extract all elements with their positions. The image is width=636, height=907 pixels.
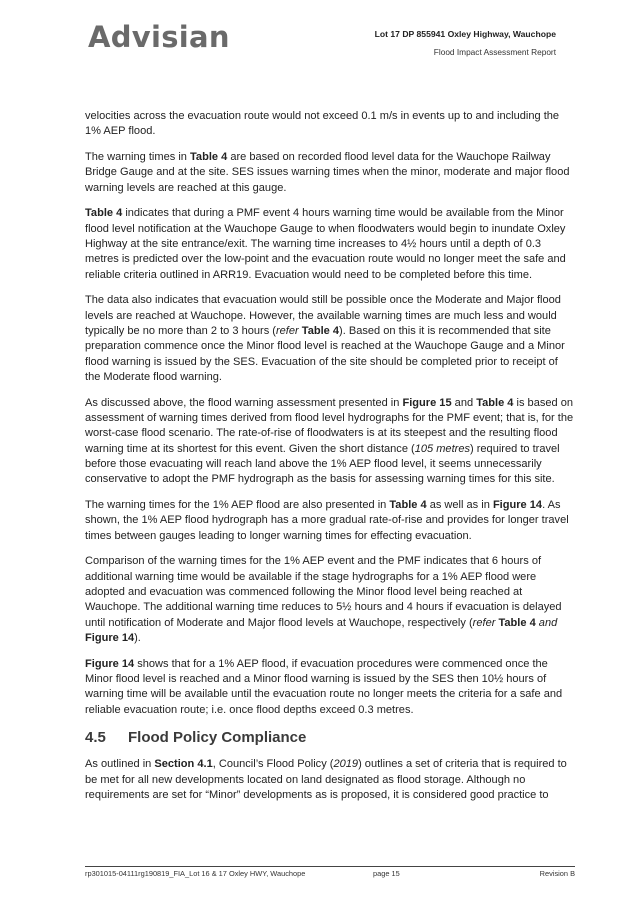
bold-reference: Table 4 — [476, 396, 514, 409]
italic-text: refer — [275, 325, 299, 338]
text-run: velocities across the evacuation route would not exceed 0.1 m/s in events up to and including the 1% AEP flood. — [85, 110, 560, 138]
section-heading — [85, 728, 575, 748]
bold-reference: Table 4 — [85, 207, 123, 220]
text-run: and — [451, 396, 477, 409]
paragraph-assessment-basis — [85, 396, 575, 488]
text-run: shows that for a 1% AEP flood, if evacuation procedures were commenced once the Minor flood level is reached and a Minor flood warning is issued by the SES then 10½ hours of warning time will be available until the evacuation route no longer meets the criteria for a safe and reliable evacuation route; i.e. once flood depths exceed 0.3 metres. — [85, 657, 563, 716]
page-body — [85, 109, 575, 814]
page-footer — [85, 866, 575, 881]
bold-reference: Section 4.1 — [154, 758, 213, 771]
footer-doc-ref: rp301015-04111rg190819_FIA_Lot 16 & 17 Oxley HWY, Wauchope — [85, 869, 306, 878]
paragraph-warning-times — [85, 150, 575, 196]
text-run: The warning times for the 1% AEP flood are also presented in — [85, 499, 390, 512]
paragraph-figure-14 — [85, 657, 575, 718]
footer-page-number: page 15 — [373, 869, 400, 878]
paragraph-comparison — [85, 554, 575, 646]
text-run: as well as in — [426, 499, 493, 512]
text-run: indicates that during a PMF event 4 hours warning time would be available from the Minor flood level notification at the Wauchope Gauge to when floodwaters would begin to inundate Oxley Highway at the site entrance/exit. The warning time increases to 4½ hours until a depth of 0.3 metres is predicted over the low-point and the evacuation route would no longer meet the safe and reliable criteria outlined in ARR19. Evacuation would need to be completed before this time. — [85, 207, 566, 281]
text-run: . As shown, the 1% AEP flood hydrograph has a more gradual rate-of-rise and provides for longer travel times between gauges leading to longer warning times for effecting evacuation. — [85, 499, 569, 542]
paragraph-pmf-event — [85, 206, 575, 282]
italic-text: and — [538, 616, 558, 629]
text-run: The warning times in — [85, 151, 190, 164]
bold-reference: Figure 14 — [85, 631, 135, 644]
bold-reference: Table 4 — [190, 151, 228, 164]
text-run: As discussed above, the flood warning assessment presented in — [85, 396, 403, 409]
advisian-logo: Advisian — [88, 20, 230, 54]
text-run: Comparison of the warning times for the 1% AEP event and the PMF indicates that 6 hours of additional warning time would be available if the stage hydrographs for a 1% AEP flood were adopted and evacuation was commenced following the Minor flood level being reached at Wauchope. The additional warning time reduces to 5½ hours and 4 hours if evacuation is delayed until notification of Moderate and Major flood levels at Wauchope, respectively ( — [85, 555, 562, 629]
text-run: As outlined in — [85, 758, 155, 771]
text-run: ) outlines a set of criteria that is required to be met for all new developments located on land designated as flood storage. Although no requirements are set for “Minor” developments as is proposed, it is considered good practice to — [85, 758, 567, 801]
report-header-subtitle: Flood Impact Assessment Report — [433, 47, 556, 57]
section-number: 4.5 — [85, 729, 106, 747]
bold-reference: Figure 14 — [85, 657, 135, 670]
text-run: is based on assessment of warning times derived from flood level hydrographs for the PMF event; that is, for the worst-case flood scenario. The rate-of-rise of floodwaters is at its steepest and the resulting flood warning time at its shortest for this event. Given the short distance ( — [85, 396, 574, 455]
text-run: , Council’s Flood Policy ( — [212, 758, 334, 771]
bold-reference: Table 4 — [389, 499, 427, 512]
bold-reference: Figure 15 — [402, 396, 452, 409]
section-title: Flood Policy Compliance — [128, 729, 307, 747]
paragraph-flood-policy — [85, 757, 575, 803]
bold-reference: Table 4 — [301, 325, 340, 338]
bold-reference: Table 4 — [498, 616, 536, 629]
paragraph-moderate-major — [85, 293, 575, 385]
paragraph-1pct-aep — [85, 498, 575, 544]
italic-text: refer — [472, 616, 496, 629]
text-run: are based on recorded flood level data for the Wauchope Railway Bridge Gauge and at the site. SES issues warning times when the minor, moderate and major flood warning levels are reached at this gauge. — [85, 151, 570, 194]
text-run: ). — [134, 631, 141, 644]
text-run: ) required to travel before those evacuating will reach land above the 1% AEP flood level, it seems unnecessarily conservative to adopt the PMF hydrograph as the basis for assessing warning times for this site. — [85, 442, 560, 486]
paragraph-velocities — [85, 109, 575, 140]
bold-reference: Figure 14 — [492, 499, 543, 512]
text-run: ). Based on this it is recommended that site preparation commence once the Minor flood level is reached at the Wauchope Gauge and a Minor flood warning is issued by the SES. Evacuation of the site should be completed prior to receipt of the Moderate flood warning. — [85, 325, 565, 383]
text-run: The data also indicates that evacuation would still be possible once the Moderate and Major flood levels are reached at Wauchope. However, the available warning times are much less and would typically be no more than 2 to 3 hours ( — [85, 294, 561, 338]
italic-text: 105 metres — [414, 442, 470, 455]
report-header-title: Lot 17 DP 855941 Oxley Highway, Wauchope — [374, 29, 556, 39]
italic-text: 2019 — [333, 758, 359, 771]
footer-revision: Revision B — [539, 869, 575, 878]
